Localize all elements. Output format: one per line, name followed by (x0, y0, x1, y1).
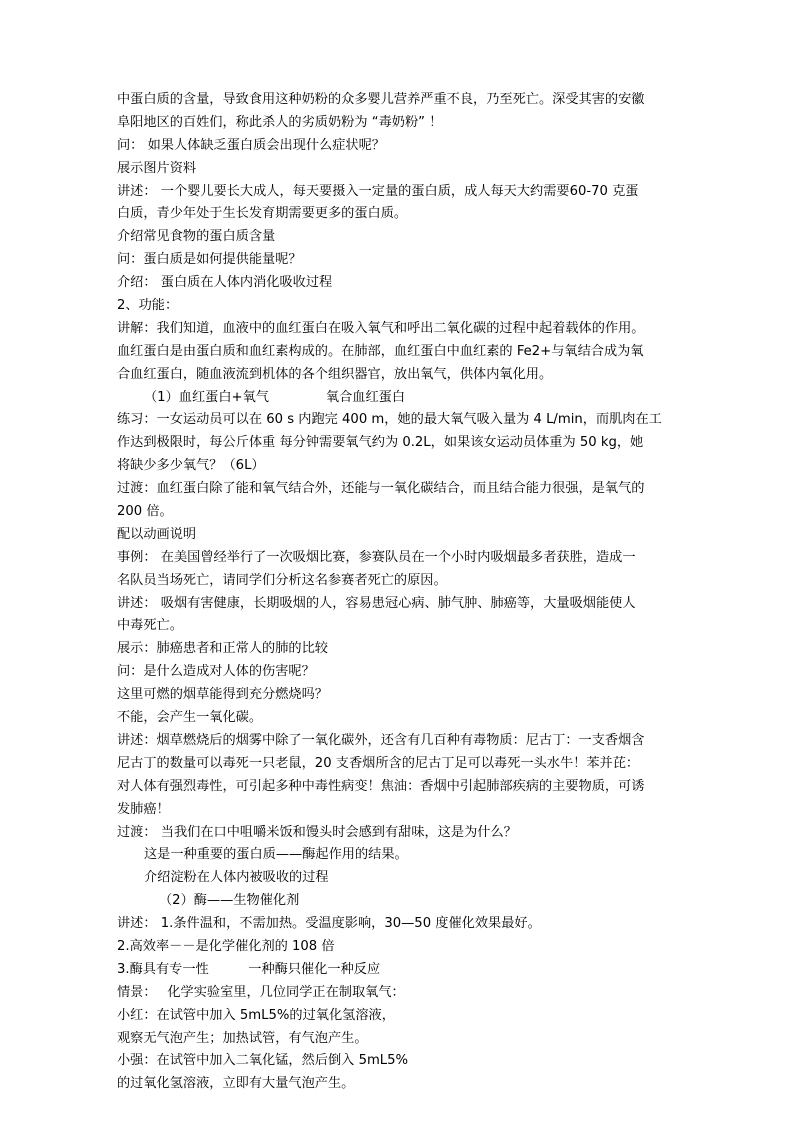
transition-line: 过渡：血红蛋白除了能和氧气结合外，还能与一氧化碳结合，而且结合能力很强，是氧气的 (117, 481, 645, 497)
exercise-line: 练习：一女运动员可以在 60 s 内跑完 400 m，她的最大氧气吸入量为 4 L/min，而肌肉在工 (117, 412, 662, 428)
text-line: 小红：在试管中加入 5mL5%的过氧化氢溶液， (117, 1007, 395, 1023)
text-line: 3.酶具有专一性 一种酶只催化一种反应 (117, 961, 381, 977)
narration-line: 讲述： 一个婴儿要长大成人，每天要摄入一定量的蛋白质，成人每天大约需要60-70 克蛋 (117, 183, 639, 199)
text-line: 介绍： 蛋白质在人体内消化吸收过程 (117, 275, 333, 291)
section-heading: 2、功能： (117, 298, 179, 314)
text-line: 将缺少多少氧气？（6L） (117, 458, 265, 474)
text-line: 发肺癌！ (117, 801, 170, 817)
scenario-line: 情景： 化学实验室里，几位同学正在制取氧气： (117, 984, 405, 1000)
question-line: 问：是什么造成对人体的伤害呢？ (117, 664, 315, 680)
example-line: 事例： 在美国曾经举行了一次吸烟比赛，参赛队员在一个小时内吸烟最多者获胜，造成一 (117, 549, 636, 565)
text-line: 白质，青少年处于生长发育期需要更多的蛋白质。 (117, 206, 408, 222)
question-line: 问：蛋白质是如何提供能量呢？ (117, 252, 302, 268)
text-line: 的过氧化氢溶液，立即有大量气泡产生。 (117, 1076, 355, 1092)
text-line: 200 倍。 (117, 504, 173, 520)
text-line: 展示：肺癌患者和正常人的肺的比较 (117, 641, 328, 657)
text-line: 小强：在试管中加入二氧化锰，然后倒入 5mL5% (117, 1053, 409, 1069)
text-line: 展示图片资料 (117, 160, 197, 176)
text-line: 名队员当场死亡，请同学们分析这名参赛者死亡的原因。 (117, 572, 447, 588)
text-line: 阜阳地区的百姓们，称此杀人的劣质奶粉为 “毒奶粉” ！ (117, 114, 443, 130)
text-line: 这里可燃的烟草能得到充分燃烧吗？ (117, 687, 328, 703)
reaction-equation: （1）血红蛋白+氧气 氧合血红蛋白 (144, 389, 406, 405)
text-line: 介绍淀粉在人体内被吸收的过程 (144, 870, 329, 886)
document-body (117, 89, 683, 1096)
text-line: 不能，会产生一氧化碳。 (117, 710, 263, 726)
transition-line: 过渡： 当我们在口中咀嚼米饭和馒头时会感到有甜味，这是为什么？ (117, 824, 517, 840)
text-line: 尼古丁的数量可以毒死一只老鼠，20 支香烟所含的尼古丁足可以毒死一头水牛！苯并芘： (117, 755, 640, 771)
text-line: 介绍常见食物的蛋白质含量 (117, 229, 276, 245)
narration-line: 讲述： 1.条件温和，不需加热。受温度影响，30—50 度催化效果最好。 (117, 916, 541, 932)
text-line: 中蛋白质的含量，导致食用这种奶粉的众多婴儿营养严重不良，乃至死亡。深受其害的安徽 (117, 92, 645, 107)
text-line: 合血红蛋白，随血液流到机体的各个组织器官，放出氧气，供体内氧化用。 (117, 366, 553, 382)
text-line: 对人体有强烈毒性，可引起多种中毒性病变！焦油：香烟中引起肺部疾病的主要物质，可诱 (117, 778, 645, 794)
question-line: 问： 如果人体缺乏蛋白质会出现什么症状呢？ (117, 137, 385, 153)
text-line: 观察无气泡产生；加热试管，有气泡产生。 (117, 1030, 368, 1046)
text-line: 2.高效率－－是化学催化剂的 108 倍 (117, 938, 335, 954)
text-line: 配以动画说明 (117, 526, 197, 542)
text-line: 这是一种重要的蛋白质——酶起作用的结果。 (144, 847, 408, 863)
text-line: 血红蛋白是由蛋白质和血红素构成的。在肺部，血红蛋白中血红素的 Fe2+与氧结合成为氧 (117, 343, 644, 359)
explanation-line: 讲解：我们知道，血液中的血红蛋白在吸入氧气和呼出二氧化碳的过程中起着载体的作用。 (117, 320, 645, 336)
subsection-heading: （2）酶——生物催化剂 (159, 893, 300, 909)
text-line: 中毒死亡。 (117, 618, 183, 634)
narration-line: 讲述： 吸烟有害健康，长期吸烟的人，容易患冠心病、肺气肿、肺癌等，大量吸烟能使人 (117, 595, 636, 611)
text-line: 作达到极限时，每公斤体重 每分钟需要氧气约为 0.2L，如果该女运动员体重为 50 kg，她 (117, 435, 644, 451)
narration-line: 讲述：烟草燃烧后的烟雾中除了一氧化碳外，还含有几百种有毒物质：尼古丁：一支香烟含 (117, 732, 645, 748)
